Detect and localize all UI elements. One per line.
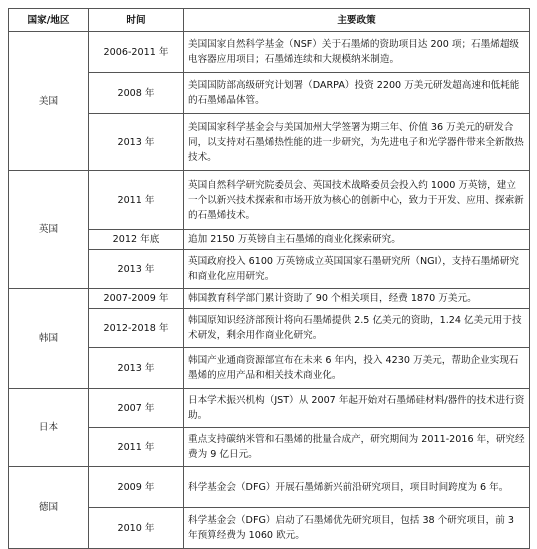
header-policy: 主要政策 [184, 9, 530, 32]
time-cell: 2013 年 [89, 114, 184, 171]
time-cell: 2011 年 [89, 171, 184, 230]
policy-cell: 美国国家自然科学基金（NSF）关于石墨烯的资助项目达 200 项；石墨烯超级电容器应用项目；石墨烯连续和大规模纳米制造。 [184, 32, 530, 73]
policy-cell: 科学基金会（DFG）开展石墨烯新兴前沿研究项目，项目时间跨度为 6 年。 [184, 467, 530, 508]
time-cell: 2012-2018 年 [89, 309, 184, 348]
table-header [9, 9, 530, 32]
policy-cell: 英国政府投入 6100 万英镑成立英国国家石墨研究所（NGI），支持石墨烯研究和商业化应用研究。 [184, 250, 530, 289]
table-row [9, 467, 530, 508]
header-row [9, 9, 530, 32]
header-time: 时间 [89, 9, 184, 32]
table-row [9, 389, 530, 428]
time-cell: 2011 年 [89, 428, 184, 467]
time-cell: 2012 年底 [89, 230, 184, 250]
time-cell: 2006-2011 年 [89, 32, 184, 73]
policy-cell: 韩国原知识经济部预计将向石墨烯提供 2.5 亿美元的资助，1.24 亿美元用于技术研发，剩余用作商业化研究。 [184, 309, 530, 348]
time-cell: 2013 年 [89, 348, 184, 389]
header-country: 国家/地区 [9, 9, 89, 32]
country-cell-korea: 韩国 [9, 289, 89, 389]
country-cell-usa: 美国 [9, 32, 89, 171]
policy-cell: 科学基金会（DFG）启动了石墨烯优先研究项目，包括 38 个研究项目，前 3 年预算经费为 1060 欧元。 [184, 508, 530, 549]
policy-cell: 日本学术振兴机构（JST）从 2007 年起开始对石墨烯硅材料/器件的技术进行资助。 [184, 389, 530, 428]
time-cell: 2010 年 [89, 508, 184, 549]
country-cell-germany: 德国 [9, 467, 89, 549]
table-row [9, 32, 530, 73]
time-cell: 2013 年 [89, 250, 184, 289]
table-body [9, 32, 530, 549]
policy-cell: 追加 2150 万英镑自主石墨烯的商业化探索研究。 [184, 230, 530, 250]
policy-cell: 重点支持碳纳米管和石墨烯的批量合成产，研究期间为 2011-2016 年，研究经费为 9 亿日元。 [184, 428, 530, 467]
time-cell: 2009 年 [89, 467, 184, 508]
time-cell: 2008 年 [89, 73, 184, 114]
table-row [9, 289, 530, 309]
policy-cell: 韩国产业通商资源部宣布在未来 6 年内，投入 4230 万美元，帮助企业实现石墨烯的应用产品和相关技术商业化。 [184, 348, 530, 389]
time-cell: 2007 年 [89, 389, 184, 428]
country-cell-uk: 英国 [9, 171, 89, 289]
policy-cell: 美国国家科学基金会与美国加州大学签署为期三年、价值 36 万美元的研发合同，以支持对石墨烯热性能的进一步研究，为先进电子和光学器件带来全新散热技术。 [184, 114, 530, 171]
policy-cell: 美国国防部高级研究计划署（DARPA）投资 2200 万美元研发超高速和低耗能的石墨烯晶体管。 [184, 73, 530, 114]
graphene-policy-table [8, 8, 530, 549]
policy-cell: 英国自然科学研究院委员会、英国技术战略委员会投入约 1000 万英镑，建立一个以新兴技术探索和市场开放为核心的创新中心，致力于开发、应用、探索新的石墨烯技术。 [184, 171, 530, 230]
policy-cell: 韩国教育科学部门累计资助了 90 个相关项目，经费 1870 万美元。 [184, 289, 530, 309]
time-cell: 2007-2009 年 [89, 289, 184, 309]
country-cell-japan: 日本 [9, 389, 89, 467]
table-row [9, 171, 530, 230]
